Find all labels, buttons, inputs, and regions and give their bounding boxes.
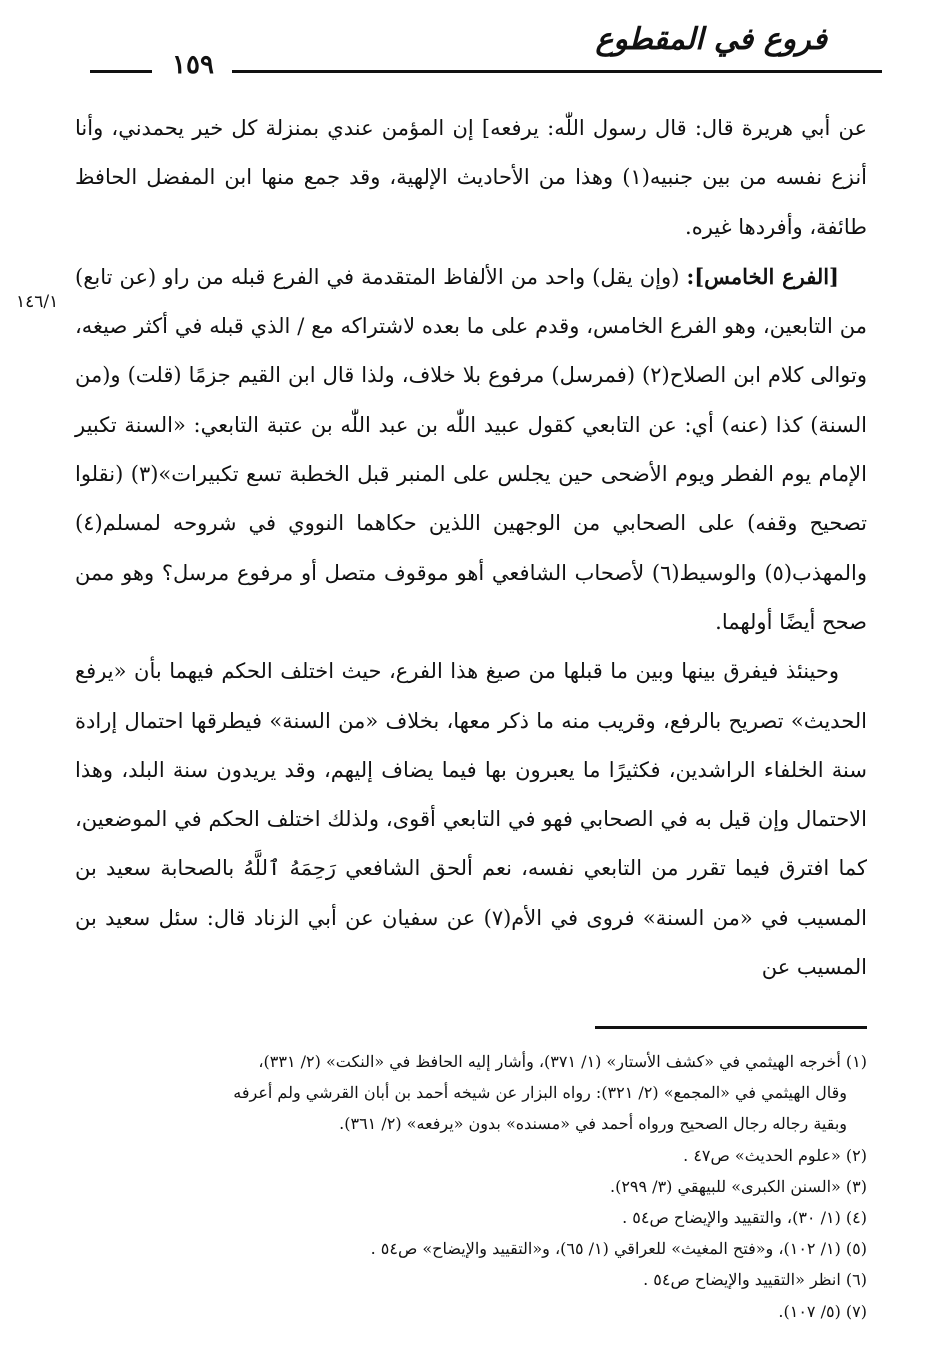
main-text: [75, 104, 867, 992]
footnote-5: (٥) (١/ ١٠٢)، و«فتح المغيث» للعراقي (١/ ٦٥)، و«التقييد والإيضاح» ص٥٤ .: [370, 1239, 867, 1259]
paragraph-2: [75, 252, 867, 647]
footnote-1-continued: وقال الهيثمي في «المجمع» (٢/ ٣٢١): رواه البزار عن شيخه أحمد بن أبان القرشي ولم أعرفه: [233, 1083, 847, 1103]
footnote-6: (٦) انظر «التقييد والإيضاح ص٥٤ .: [643, 1270, 867, 1290]
footnotes: [75, 1046, 867, 1327]
chapter-title: فروع في المقطوع: [595, 22, 827, 57]
footnote-1: (١) أخرجه الهيثمي في «كشف الأستار» (١/ ٣٧١)، وأشار إليه الحافظ في «النكت» (٢/ ٣٣١)،: [258, 1052, 867, 1071]
page-number: ١٥٩: [172, 50, 214, 80]
footnote-3: (٣) «السنن الكبرى» للبيهقي (٣/ ٢٩٩).: [609, 1176, 867, 1196]
footnote-4: (٤) (١/ ٣٠)، والتقييد والإيضاح ص٥٤ .: [622, 1208, 867, 1228]
paragraph-2-text: (وإن يقل) واحد من الألفاظ المتقدمة في الفرع قبله من راو (عن تابع) من التابعين، وهو الفرع الخامس، وقدم على ما بعده لاشتراكه مع / الذي قبله في أكثر صيغه، وتوالى كلام ابن الصلاح(٢) (فمرسل) مرفوع بلا خلاف، ولذا قال ابن القيم جزمًا (قلت) و(من السنة) كذا (عنه) أي: عن التابعي كقول عبيد اللّٰه بن عبد اللّٰه بن عتبة التابعي: «السنة تكبير الإمام يوم الفطر ويوم الأضحى حين يجلس على المنبر قبل الخطبة تسع تكبيرات»(٣) (نقلوا تصحيح وقفه) على الصحابي من الوجهين اللذين حكاهما النووي في شروحه لمسلم(٤) والمهذب(٥) والوسيط(٦) لأصحاب الشافعي أهو موقوف متصل أو مرفوع مرسل؟ وهو ممن صحح أيضًا أولهما.: [75, 264, 868, 634]
footnote-1-continued: وبقية رجاله رجال الصحيح ورواه أحمد في «مسنده» بدون «يرفعه» (٢/ ٣٦١).: [339, 1114, 847, 1134]
paragraph-1: عن أبي هريرة قال: قال رسول اللّٰه: يرفعه] إن المؤمن عندي بمنزلة كل خير يحمدني، وأنا أنزع نفسه من بين جنبيه(١) وهذا من الأحاديث الإلهية، وقد جمع منها ابن المفضل الحافظ طائفة، وأفردها غيره.: [75, 116, 868, 239]
footnote-7: (٧) (٥/ ١٠٧).: [778, 1301, 867, 1321]
page-header: [0, 0, 927, 90]
margin-page-reference: ١٤٦/١: [16, 292, 59, 312]
footnote-2: (٢) «علوم الحديث» ص٤٧ .: [683, 1145, 867, 1165]
section-heading: [الفرع الخامس]:: [686, 263, 839, 289]
paragraph-3: وحينئذ فيفرق بينها وبين ما قبلها من صيغ هذا الفرع، حيث اختلف الحكم فيهما بأن «يرفع الحديث» تصريح بالرفع، وقريب منه ما ذكر معها، بخلاف «من السنة» فيطرقها احتمال إرادة سنة الخلفاء الراشدين، فكثيرًا ما يعبرون بها فيما يضاف إليهم، وقد يريدون سنة البلد، وهذا الاحتمال وإن قيل به في الصحابي فهو في التابعي أقوى، ولذلك اختلف الحكم في الموضعين، كما افترق فيما تقرر من التابعي نفسه، نعم ألحق الشافعي رَحِمَهُ ٱللَّهُ بالصحابة سعيد بن المسيب في «من السنة» فروى في الأم(٧) عن سفيان عن أبي الزناد قال: سئل سعيد بن المسيب عن: [75, 659, 867, 980]
footnote-separator: [595, 1026, 867, 1029]
header-rule: [232, 70, 882, 73]
header-rule-short: [90, 70, 152, 73]
